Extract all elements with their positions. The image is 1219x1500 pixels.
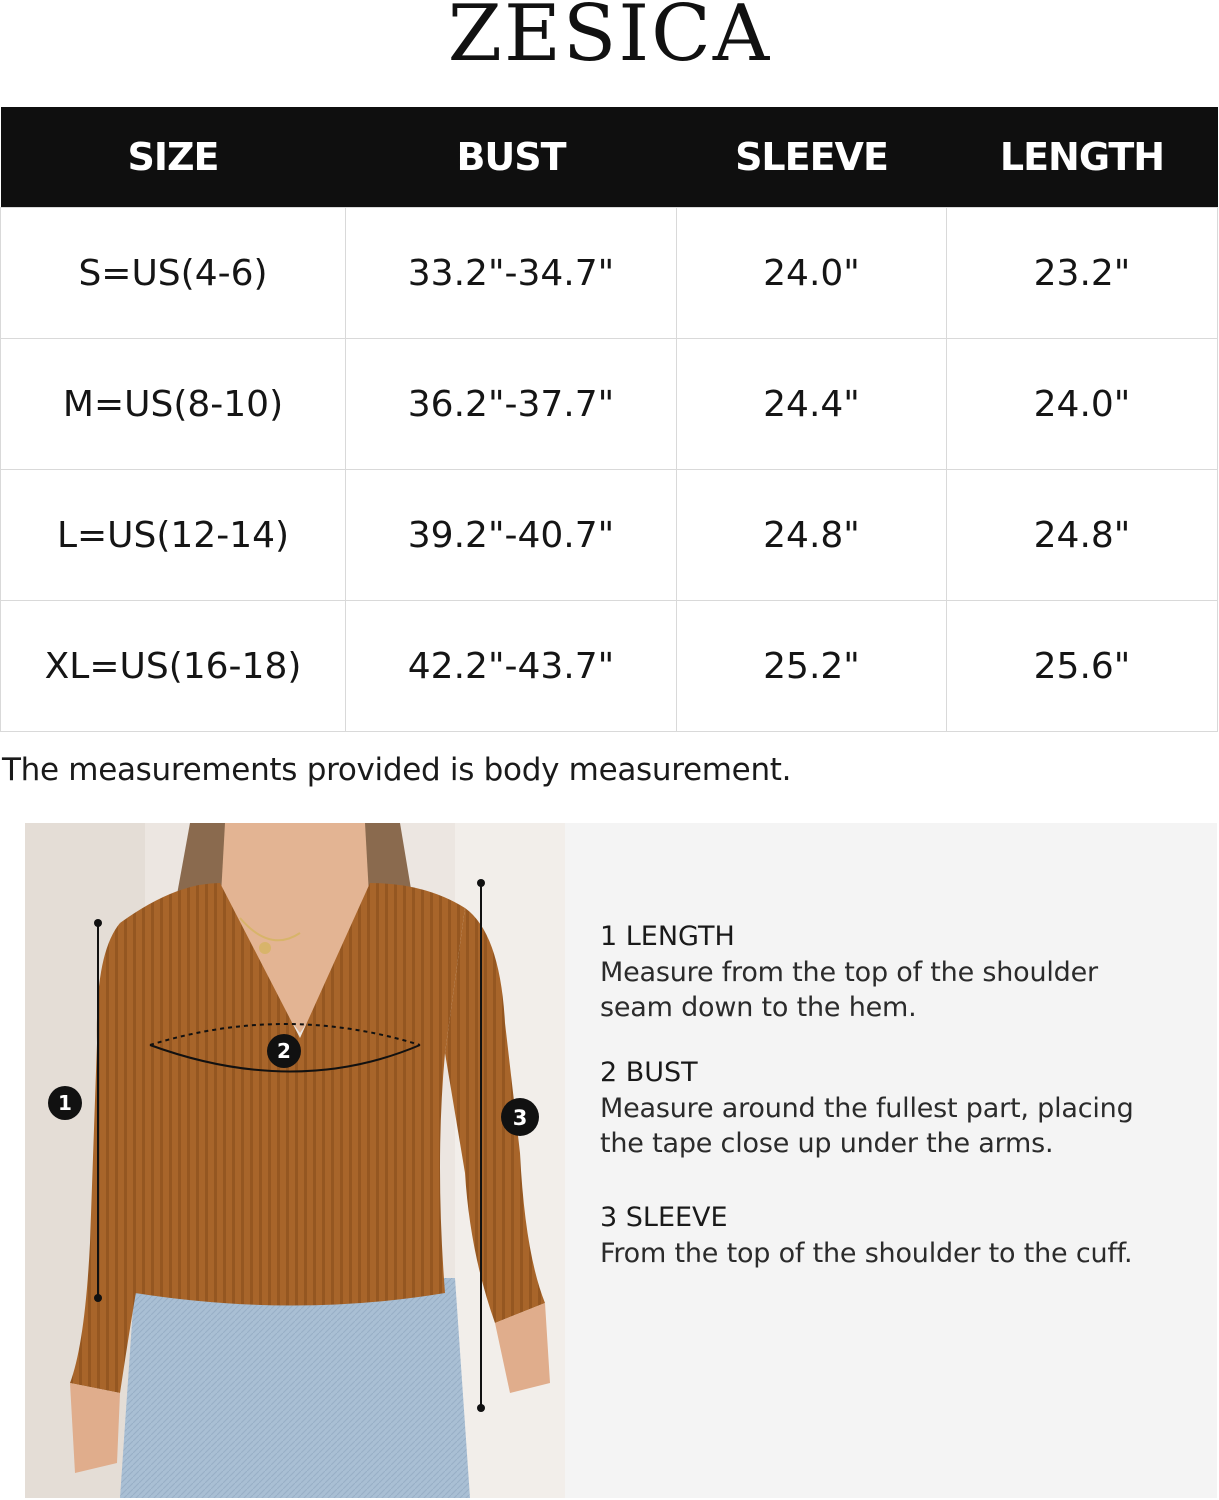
cell-size: XL=US(16-18) [1,601,346,732]
cell-size: M=US(8-10) [1,339,346,470]
guide-length-desc-line2: seam down to the hem. [600,992,917,1023]
guide-sleeve [600,1200,1200,1271]
guide-length-title: 1 LENGTH [600,921,735,952]
cell-length: 23.2" [947,208,1218,339]
cell-sleeve: 24.0" [677,208,947,339]
guide-bust-desc-line2: the tape close up under the arms. [600,1128,1054,1159]
guide-bust-desc-line1: Measure around the fullest part, placing [600,1093,1134,1124]
marker-1-badge [48,1086,82,1120]
guide-length [600,919,1200,1025]
brand-logo: ZESICA [447,0,772,79]
cell-size: L=US(12-14) [1,470,346,601]
header-length: LENGTH [947,107,1218,208]
cell-length: 24.0" [947,339,1218,470]
header-bust: BUST [346,107,677,208]
header-size: SIZE [1,107,346,208]
header-sleeve: SLEEVE [677,107,947,208]
cell-bust: 33.2"-34.7" [346,208,677,339]
cell-bust: 39.2"-40.7" [346,470,677,601]
marker-3-badge [501,1098,539,1136]
cell-length: 25.6" [947,601,1218,732]
table-header-row [1,107,1218,208]
guide-bust [600,1055,1200,1161]
cell-bust: 36.2"-37.7" [346,339,677,470]
jeans-shape [120,1278,470,1498]
svg-text:2: 2 [277,1039,291,1063]
table-row [1,339,1218,470]
cell-size: S=US(4-6) [1,208,346,339]
marker-2-badge [267,1034,301,1068]
size-chart-table [0,107,1218,732]
table-row [1,470,1218,601]
cell-bust: 42.2"-43.7" [346,601,677,732]
cell-sleeve: 25.2" [677,601,947,732]
model-illustration [25,823,565,1498]
guide-sleeve-title: 3 SLEEVE [600,1202,728,1233]
guide-sleeve-desc-line1: From the top of the shoulder to the cuff. [600,1238,1133,1269]
measuring-guide-panel [565,823,1217,1498]
svg-text:1: 1 [58,1091,72,1115]
cell-sleeve: 24.8" [677,470,947,601]
guide-length-desc-line1: Measure from the top of the shoulder [600,957,1098,988]
measurement-note: The measurements provided is body measurement. [2,752,792,788]
cell-length: 24.8" [947,470,1218,601]
svg-text:3: 3 [512,1106,528,1130]
cell-sleeve: 24.4" [677,339,947,470]
model-photo [25,823,565,1498]
guide-bust-title: 2 BUST [600,1057,698,1088]
table-row [1,208,1218,339]
table-row [1,601,1218,732]
